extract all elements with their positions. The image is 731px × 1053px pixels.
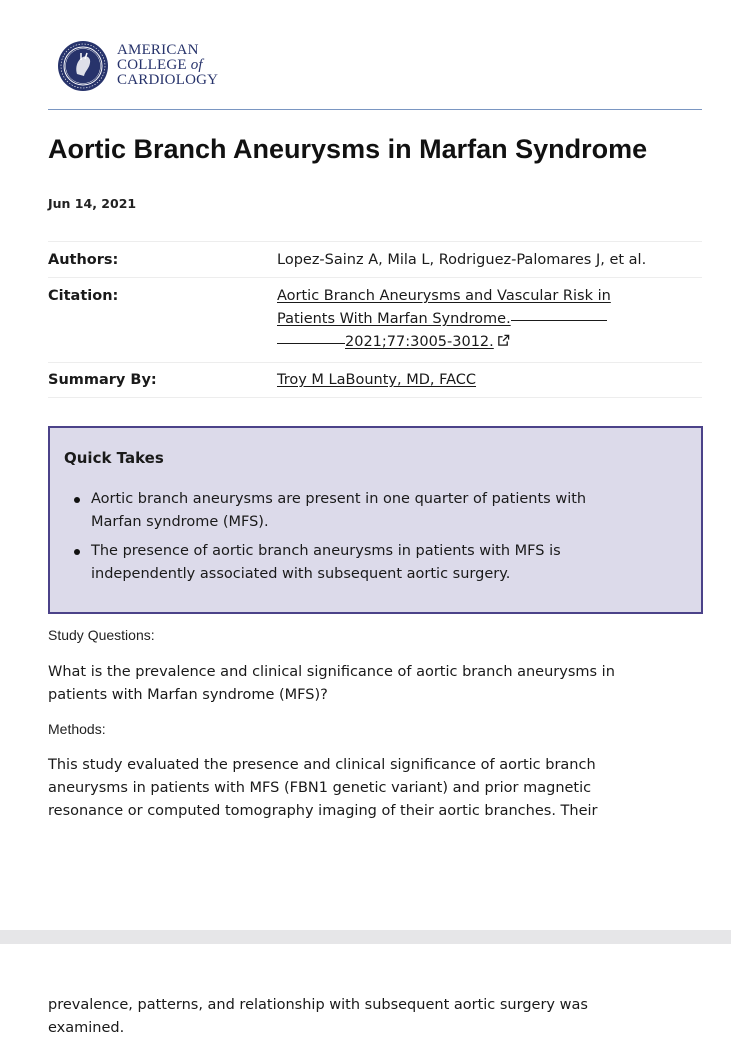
header-divider: [48, 109, 702, 110]
summary-author-link[interactable]: Troy M LaBounty, MD, FACC: [277, 372, 477, 388]
study-questions-line-2: patients with Marfan syndrome (MFS)?: [48, 687, 328, 703]
external-link-icon[interactable]: [497, 334, 510, 347]
acc-seal-icon: [57, 40, 109, 92]
methods-line-2: aneurysms in patients with MFS (FBN1 genetic variant) and prior magnetic: [48, 780, 592, 796]
meta-divider: [48, 397, 702, 398]
quick-take-2-line-2: independently associated with subsequent aortic surgery.: [91, 566, 511, 582]
quick-takes-list: [64, 488, 664, 592]
summary-value: [277, 369, 476, 392]
logo-line-3: CARDIOLOGY: [117, 72, 219, 88]
methods-text-continued: [48, 994, 688, 1040]
list-item: [64, 488, 664, 534]
citation-link-line-1[interactable]: Aortic Branch Aneurysms and Vascular Risk in: [277, 288, 611, 304]
methods-line-3: resonance or computed tomography imaging of their aortic branches. Their: [48, 803, 598, 819]
meta-divider: [48, 241, 702, 242]
citation-label: Citation:: [48, 288, 119, 304]
summary-label: Summary By:: [48, 372, 157, 388]
logo-wordmark: [117, 43, 218, 88]
methods-cont-line-2: examined.: [48, 1020, 125, 1036]
methods-cont-line-1: prevalence, patterns, and relationship with subsequent aortic surgery was: [48, 997, 588, 1013]
meta-divider: [48, 277, 702, 278]
authors-label: Authors:: [48, 252, 119, 268]
list-item: [64, 540, 664, 586]
study-questions-line-1: What is the prevalence and clinical significance of aortic branch aneurysms in: [48, 664, 615, 680]
methods-line-1: This study evaluated the presence and clinical significance of aortic branch: [48, 757, 596, 773]
study-questions-heading: Study Questions:: [48, 627, 155, 643]
citation-value: [277, 285, 611, 354]
article-date: Jun 14, 2021: [48, 196, 137, 211]
quick-take-2-line-1: The presence of aortic branch aneurysms in patients with MFS is: [91, 543, 561, 559]
quick-take-1-line-2: Marfan syndrome (MFS).: [91, 514, 269, 530]
methods-heading: Methods:: [48, 721, 106, 737]
article-title: Aortic Branch Aneurysms in Marfan Syndrome: [48, 134, 648, 164]
quick-takes-box: [48, 426, 703, 614]
logo-college: COLLEGE: [117, 57, 187, 73]
logo-line-1: AMERICAN: [117, 42, 199, 58]
bullet-icon: [74, 497, 80, 503]
meta-divider: [48, 362, 702, 363]
authors-value: Lopez-Sainz A, Mila L, Rodriguez-Palomares J, et al.: [277, 252, 647, 268]
study-questions-text: [48, 661, 688, 707]
citation-link-line-3[interactable]: 2021;77:3005-3012.: [345, 334, 494, 350]
document-page-2: [0, 944, 731, 1053]
bullet-icon: [74, 549, 80, 555]
methods-text: [48, 754, 688, 823]
quick-takes-heading: Quick Takes: [64, 449, 164, 467]
quick-take-1-line-1: Aortic branch aneurysms are present in one quarter of patients with: [91, 491, 587, 507]
logo-line-2: [117, 58, 218, 73]
logo-of: of: [190, 57, 203, 73]
citation-link-line-2[interactable]: Patients With Marfan Syndrome.: [277, 311, 511, 327]
